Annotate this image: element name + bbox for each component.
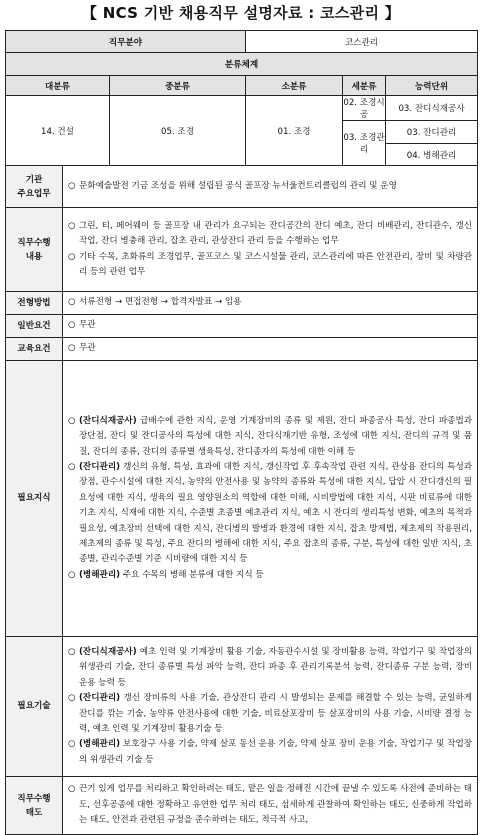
unit-value-3: 04. 병해관리 xyxy=(386,144,478,166)
knowledge-row xyxy=(6,361,478,637)
screening-label: 전형방법 xyxy=(6,292,63,315)
skills-text xyxy=(63,637,478,777)
skills-label: 필요기술 xyxy=(6,637,63,777)
edu-req-text: ○ 무관 xyxy=(63,338,478,361)
institution-text: ○ 문화예술발전 기금 조성을 위해 설립된 공식 골프장 뉴서울컨트리클럽의 관리 및 운영 xyxy=(63,166,478,208)
attitude-row xyxy=(6,777,478,835)
edu-req-label: 교육요건 xyxy=(6,338,63,361)
classification-header-row xyxy=(6,76,478,96)
general-req-row xyxy=(6,315,478,338)
institution-row xyxy=(6,166,478,208)
job-field-row xyxy=(6,31,478,53)
duties-text xyxy=(63,208,478,292)
ncs-job-table xyxy=(5,30,478,835)
bullet-mark: ○ xyxy=(68,180,76,191)
classification-heading-row xyxy=(6,53,478,76)
list-item: ○ (잔디식재공사) 예초 인력 및 기계장비 활용 기술, 자동관수시설 및 장비활용 능력, 작업기구 및 작업장의 위생관리 기술, 잔디 종류별 특성 파악 능력, 잔디 파종 후 관리기록분석 능력, 잔디종류 구분 능력, 장비 운용 능력 등 xyxy=(68,646,473,688)
knowledge-label: 필요지식 xyxy=(6,361,63,637)
duties-row xyxy=(6,208,478,292)
list-item: ○ 기타 수목, 초화류의 조경업무, 골프코스 및 코스시설물 관리, 코스관리에 따른 안전관리, 장비 및 차량관리 등의 관련 업무 xyxy=(68,251,473,277)
list-item: ○ (잔디관리) 갱신의 유형, 특성, 효과에 대한 지식, 갱신작업 후 후속작업 관련 지식, 관상용 잔디의 특성과 장점, 관수시설에 대한 지식, 농약의 안전사용 및 농약의 종류와 특성에 대한 지식, 답압 시 잔디갱신의 필요성에 대한 지식, 생육의 필요 영양원소의 역할에 대한 이해, 시비방법에 대한 지식, 시판 비료류에 대한 기초 지식, 식재에 대한 지식, 수준별 초종별 예초관리 지식, 예초 시 잔디의 생리특성 변화, 예초의 목적과 필요성, 예초장비 선택에 대한 지식, 잔디병의 발병과 환경에 대한 지식, 잡초 방제법, 제초제의 작용원리, 제초제의 종류 및 특성, 주요 잔디의 병해에 대한 지식, 주요 잡초의 종류, 구분, 특성에 대한 일반 지식, 초종별, 관리수준별 기준 시비량에 대한 지식 등 xyxy=(68,461,473,565)
job-field-label: 직무분야 xyxy=(6,31,246,53)
unit-value-2: 03. 잔디관리 xyxy=(386,121,478,144)
list-item: ○ (잔디식재공사) 급배수에 관한 지식, 운영 기계장비의 종류 및 제원, 잔디 파종공사 특성, 잔디 파종법과 장단점, 잔디 및 잔디공사의 특성에 대한 지식, 잔디식재기반 유형, 조성에 대한 지식, 잔디의 규격 및 품질, 잔디의 종류, 잔디의 종류별 생육특성, 잔디종자의 특성에 대한 이해 등 xyxy=(68,415,473,457)
screening-text: ○ 서류전형 → 면접전형 → 합격자발표 → 임용 xyxy=(63,292,478,315)
attitude-text: ○ 끈기 있게 업무를 처리하고 확인하려는 태도, 맡은 일을 정해진 시간에 끝낼 수 있도록 사전에 준비하는 태도, 선후공종에 대한 정확하고 유연한 업무 처리 태도, 섬세하게 관찰하여 확인하는 태도, 신중하게 작업하는 태도, 안전과 관련된 규정을 준수하려는 태도, 적극적 사고, xyxy=(63,777,478,835)
institution-label: 기관 주요업무 xyxy=(6,166,63,208)
list-item: ○ (병해관리) 주요 수목의 병해 분류에 대한 지식 등 xyxy=(68,569,264,580)
attitude-label: 직무수행 태도 xyxy=(6,777,63,835)
job-field-value: 코스관리 xyxy=(246,31,478,53)
classification-heading: 분류체계 xyxy=(6,53,478,76)
page-title: 【 NCS 기반 채용직무 설명자료 : 코스관리 】 xyxy=(81,4,401,22)
col-header-major: 대분류 xyxy=(6,76,110,96)
col-header-sub: 세분류 xyxy=(343,76,386,96)
knowledge-text xyxy=(63,361,478,637)
sub-value-2: 03. 조경관리 xyxy=(343,121,386,166)
edu-req-row xyxy=(6,338,478,361)
minor-value: 01. 조경 xyxy=(246,96,343,166)
major-value: 14. 건설 xyxy=(6,96,110,166)
classification-row xyxy=(6,96,478,121)
col-header-unit: 능력단위 xyxy=(386,76,478,96)
general-req-label: 일반요건 xyxy=(6,315,63,338)
sub-value-1: 02. 조경시공 xyxy=(343,96,386,121)
col-header-minor: 소분류 xyxy=(246,76,343,96)
general-req-text: ○ 무관 xyxy=(63,315,478,338)
col-header-middle: 중분류 xyxy=(110,76,246,96)
list-item: ○ 그린, 티, 페어웨이 등 골프장 내 관리가 요구되는 잔디공간의 잔디 예초, 잔디 비배관리, 잔디관수, 갱신 작업, 잔디 병충해 관리, 잡초 관리, 관상잔디 관리 등을 수행하는 업무 xyxy=(68,220,473,247)
list-item: ○ (병해관리) 보호장구 사용 기술, 약제 살포 동선 운용 기술, 약제 살포 장비 운용 기술, 작업기구 및 작업장의 위생관리 기술 등 xyxy=(68,739,473,765)
list-item: ○ (잔디관리) 갱신 장비류의 사용 기술, 관상잔디 관리 시 발생되는 문제를 해결할 수 있는 능력, 균일하게 잔디를 깎는 기술, 농약류 안전사용에 대한 기술, 비료살포장비 등 살포장비의 사용 기술, 시비량 결정 능력, 예초 인력 및 기계장비 활용기술 등 xyxy=(68,693,473,734)
skills-row xyxy=(6,637,478,777)
unit-value-1: 03. 잔디식재공사 xyxy=(386,96,478,121)
duties-label: 직무수행 내용 xyxy=(6,208,63,292)
middle-value: 05. 조경 xyxy=(110,96,246,166)
screening-row xyxy=(6,292,478,315)
